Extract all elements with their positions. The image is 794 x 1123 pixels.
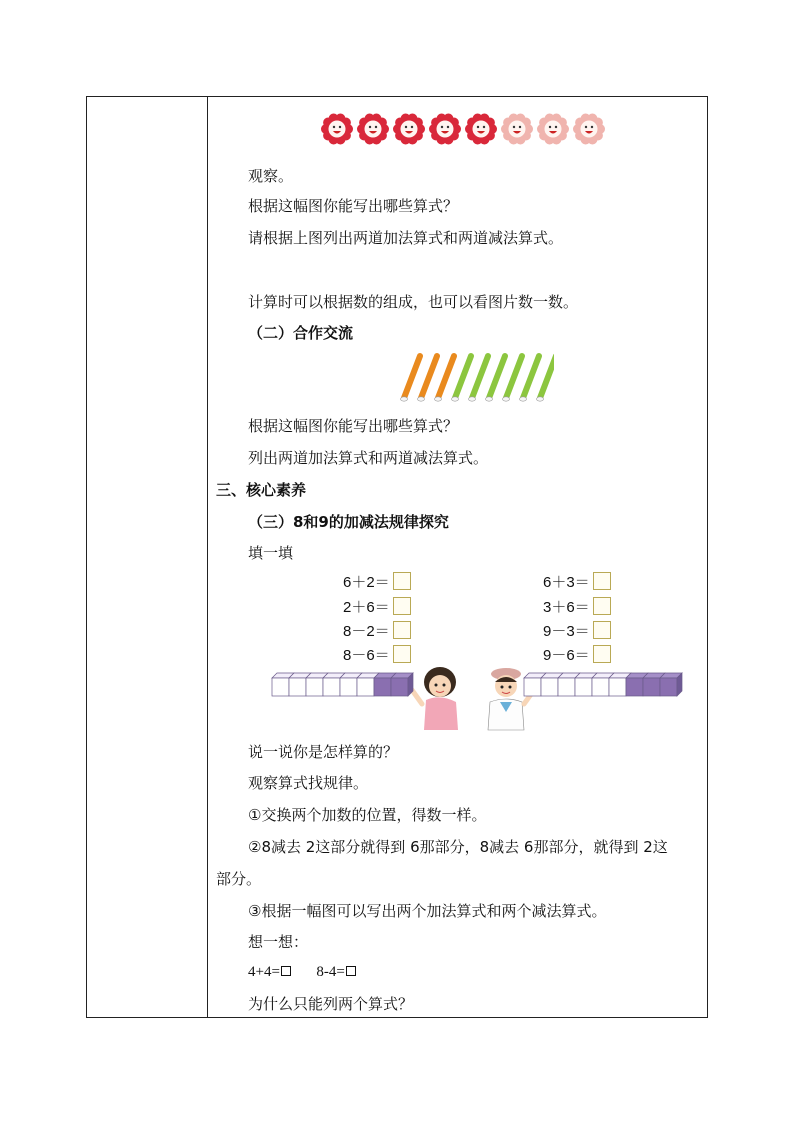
flower-icon: [501, 114, 533, 145]
prompt-text: 说一说你是怎样算的？: [248, 743, 399, 761]
equation: 6＋3＝: [543, 572, 611, 593]
answer-box[interactable]: [393, 597, 411, 615]
question-text: 根据这幅图你能写出哪些算式？: [248, 417, 459, 435]
answer-box[interactable]: [593, 621, 611, 639]
rule-text: ①交换两个加数的位置，得数一样。: [248, 806, 487, 824]
answer-box[interactable]: [393, 572, 411, 590]
section-heading: （二）合作交流: [248, 324, 354, 342]
rule-text: 部分。: [216, 870, 262, 888]
question-text: 根据这幅图你能写出哪些算式？: [248, 197, 459, 215]
answer-box[interactable]: [593, 572, 611, 590]
observe-text: 观察。: [248, 167, 294, 185]
equation: 3＋6＝: [543, 597, 611, 618]
main-heading: 三、核心素养: [216, 481, 307, 499]
answer-box[interactable]: [281, 966, 291, 976]
flower-row-image: [320, 112, 610, 146]
prompt-text: 观察算式找规律。: [248, 774, 369, 792]
question-text: 为什么只能列两个算式？: [248, 995, 414, 1013]
counting-stick: [401, 356, 421, 401]
answer-box[interactable]: [593, 597, 611, 615]
rule-text: ③根据一幅图可以写出两个加法算式和两个减法算式。: [248, 902, 607, 920]
counting-sticks-image: [394, 350, 554, 406]
equation: 6＋2＝: [343, 572, 411, 593]
fill-label: 填一填: [248, 544, 294, 562]
equation: 8－2＝: [343, 621, 411, 642]
think-label: 想一想：: [248, 933, 309, 951]
flower-icon: [465, 114, 497, 145]
flower-icon: [357, 114, 389, 145]
section-heading: （三）8和9的加减法规律探究: [248, 513, 449, 531]
equation: 8－6＝: [343, 645, 411, 666]
think-equations: 4+4= 8-4=: [248, 962, 356, 982]
answer-box[interactable]: [393, 621, 411, 639]
answer-box[interactable]: [346, 966, 356, 976]
equation: 9－6＝: [543, 645, 611, 666]
girl-figure: [412, 667, 458, 730]
cube-bars-illustration: [268, 660, 688, 736]
column-divider: [207, 97, 208, 1017]
flower-icon: [537, 114, 569, 145]
flower-icon: [573, 114, 605, 145]
equation: 9－3＝: [543, 621, 611, 642]
instruction-text: 列出两道加法算式和两道减法算式。: [248, 449, 489, 467]
calc-hint-text: 计算时可以根据数的组成，也可以看图片数一数。: [248, 293, 579, 311]
flower-icon: [321, 114, 353, 145]
rule-text: ②8减去 2这部分就得到 6那部分，8减去 6那部分，就得到 2这: [248, 838, 668, 856]
flower-icon: [393, 114, 425, 145]
equation: 2＋6＝: [343, 597, 411, 618]
flower-icon: [429, 114, 461, 145]
instruction-text: 请根据上图列出两道加法算式和两道减法算式。: [248, 229, 564, 247]
